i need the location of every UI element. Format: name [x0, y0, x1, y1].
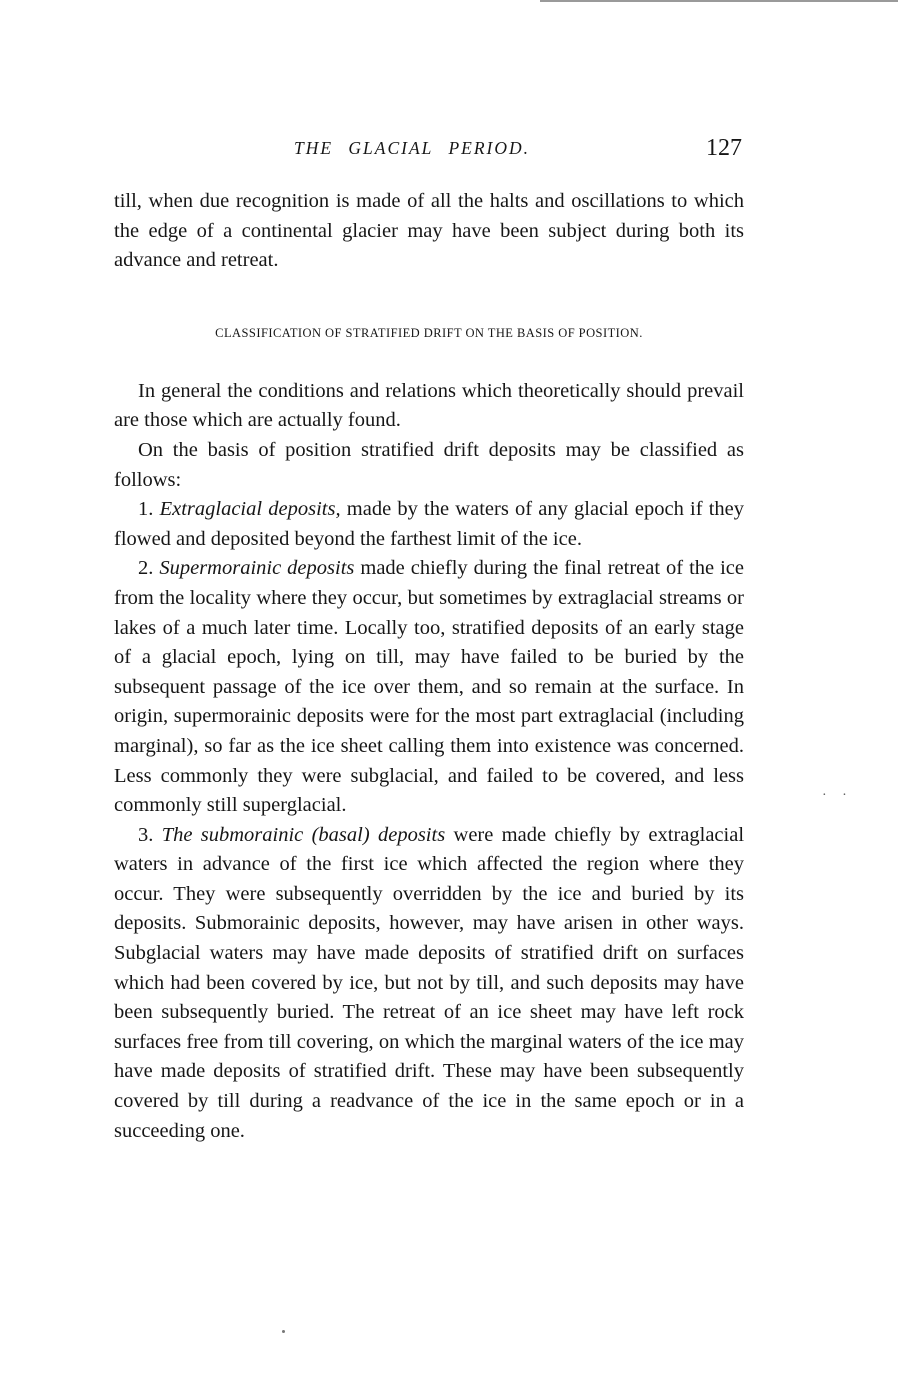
item-text: made by the waters of any glacial epoch if they flowed and deposited beyond the farthest limit of the ice.: [114, 498, 745, 550]
top-edge-rule: [540, 0, 898, 2]
section-heading: CLASSIFICATION OF STRATIFIED DRIFT ON THE BASIS OF POSITION.: [215, 325, 643, 340]
item-number: 3.: [138, 823, 154, 846]
paragraph-general: In general the conditions and relations which theoretically should prevail are those which are actually found.: [114, 379, 744, 432]
item-text: made chiefly during the final retreat of the ice from the locality where they occur, but sometimes by extraglacial streams or lakes of a much later time. Locally too, stratified deposits of an early stage of a glacial epoch, lying on till, may have failed to be buried by the subsequent passage of the ice over them, and so remain at the surface. In origin, supermorainic deposits were for the most part extraglacial (including marginal), so far as the ice sheet calling them into existence was concerned. Less commonly they were subglacial, and failed to be covered, and less commonly still superglacial.: [114, 557, 745, 817]
item-number: 1.: [138, 498, 154, 521]
paragraph-basis: On the basis of position stratified drift deposits may be classified as follows:: [114, 438, 744, 491]
item-term: Extraglacial deposits,: [159, 498, 341, 521]
list-item-supermorainic: [114, 554, 744, 820]
stray-mark: [282, 1330, 285, 1333]
item-term: Supermorainic deposits: [159, 557, 355, 580]
page-number: 127: [706, 135, 742, 161]
item-text: were made chiefly by extraglacial waters in advance of the first ice which affected the region where they occur. They were subsequently overridden by the ice and buried by its deposits. Submorainic deposits, however, may have arisen in other ways. Subglacial waters may have made deposits of stratified drift on surfaces which had been covered by ice, but not by till, and such deposits may have been subsequently buried. The retreat of an ice sheet may have left rock surfaces free from till covering, on which the marginal waters of the ice may have made deposits of stratified drift. These may have been subsequently covered by till during a readvance of the ice in the same epoch or in a succeeding one.: [114, 823, 745, 1142]
margin-specks: · ·: [822, 788, 853, 803]
item-number: 2.: [138, 557, 154, 580]
running-title: THE GLACIAL PERIOD.: [293, 138, 531, 158]
running-head: [112, 135, 742, 168]
list-item-extraglacial: [114, 495, 744, 554]
list-item-submorainic: [114, 821, 744, 1147]
page-body: [114, 187, 744, 1146]
item-term: The submorainic (basal) deposits: [161, 823, 446, 846]
continuation-paragraph: till, when due recognition is made of all the halts and oscillations to which the edge of a continental glacier may have been subject during both its advance and retreat.: [114, 190, 744, 272]
